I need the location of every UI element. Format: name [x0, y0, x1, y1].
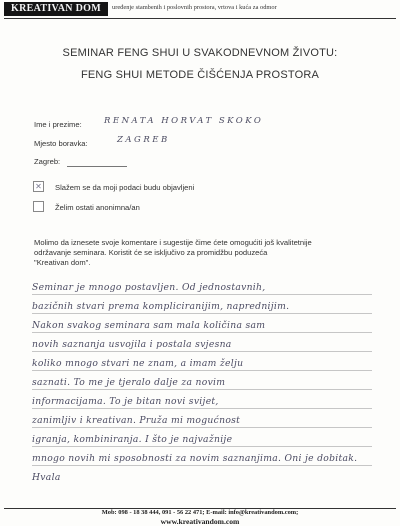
comment-line: zanimljiv i kreativan. Pruža mi mogućnost	[32, 413, 372, 428]
comment-line: koliko mnogo stvari ne znam, a imam želju	[32, 356, 372, 371]
comment-line: novih saznanja usvojila i postala svjesna	[32, 337, 372, 352]
anonymous-checkbox[interactable]	[33, 201, 44, 212]
footer	[0, 509, 400, 526]
residence-field[interactable]: ZAGREB	[117, 135, 170, 145]
header-divider	[4, 18, 396, 19]
comment-line: mnogo novih mi sposobnosti za novim saznanjima. Oni je dobitak.	[32, 451, 372, 466]
comment-line: igranja, kombiniranja. I što je najvažnije	[32, 432, 372, 447]
zagreb-label: Zagreb:	[34, 157, 61, 166]
instructions	[34, 238, 364, 268]
anonymous-label: Želim ostati anonimna/an	[55, 203, 140, 212]
footer-website: www.kreativandom.com	[160, 517, 240, 526]
seminar-subtitle: FENG SHUI METODE ČIŠĆENJA PROSTORA	[80, 69, 320, 81]
letterhead	[0, 0, 400, 20]
instructions-line: održavanje seminara. Koristit će se isključivo za promidžbu poduzeća	[34, 248, 268, 257]
comment-line: bazičnih stvari prema kompliciranijim, naprednijim.	[32, 299, 372, 314]
comment-line: saznati. To me je tjeralo dalje za novim	[32, 375, 372, 390]
consent-publish-label: Slažem se da moji podaci budu objavljeni	[55, 183, 195, 192]
zagreb-field[interactable]	[67, 166, 127, 167]
name-label: Ime i prezime:	[34, 120, 82, 129]
brand-tagline: uređenje stambenih i poslovnih prostora, vrtova i kuća za odmor	[112, 4, 277, 11]
instructions-line: Molimo da iznesete svoje komentare i sugestije čime ćete omogućiti još kvalitetnije	[34, 238, 312, 247]
comment-line: Seminar je mnogo postavljen. Od jednostavnih,	[32, 280, 372, 295]
footer-contacts: Mob: 098 - 18 38 444, 091 - 56 22 471; E-mail: info@kreativandom.com;	[101, 509, 299, 516]
comment-line: informacijama. To je bitan novi svijet,	[32, 394, 372, 409]
consent-publish-checkbox[interactable]: ✕	[33, 181, 44, 192]
name-field[interactable]: RENATA HORVAT SKOKO	[104, 116, 264, 126]
residence-label: Mjesto boravka:	[34, 139, 88, 148]
seminar-title: SEMINAR FENG SHUI U SVAKODNEVNOM ŽIVOTU:	[62, 47, 338, 59]
brand-logo: KREATIVAN DOM	[4, 2, 108, 16]
instructions-line: "Kreativan dom".	[34, 258, 91, 267]
comment-line: Nakon svakog seminara sam mala količina sam	[32, 318, 372, 333]
comment-signoff: Hvala	[32, 472, 61, 483]
